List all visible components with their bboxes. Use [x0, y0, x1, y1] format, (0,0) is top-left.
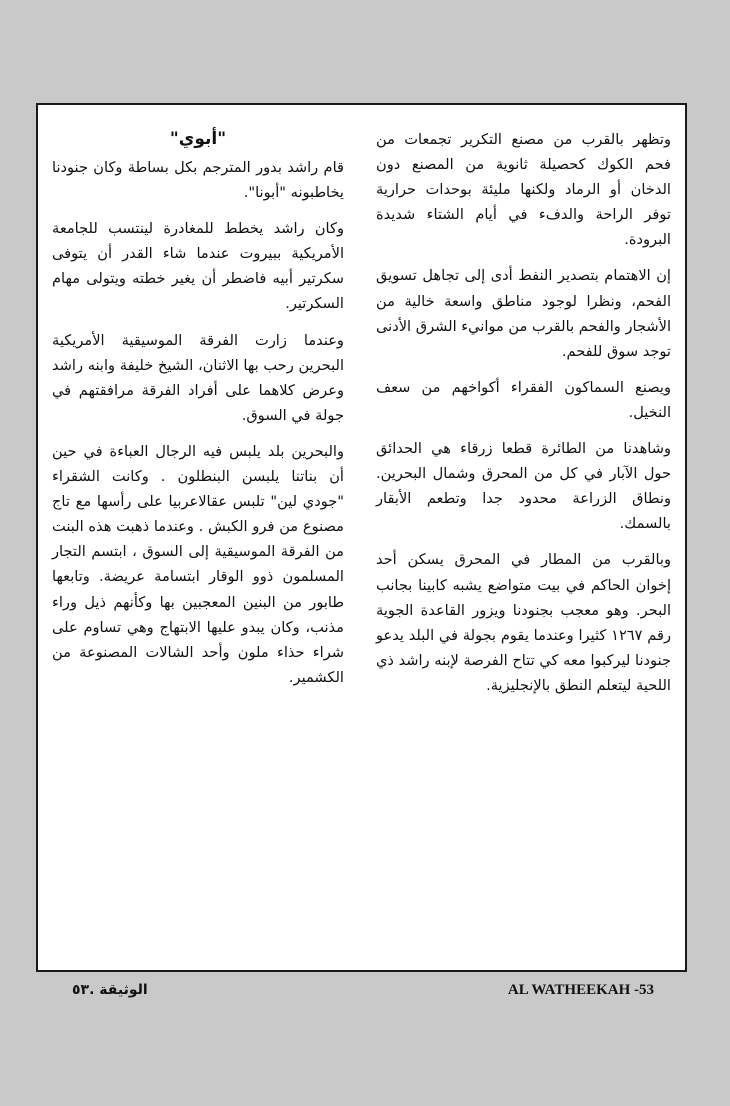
- article-title: "أبوي": [169, 129, 227, 149]
- paragraph: وبالقرب من المطار في المحرق يسكن أحد إخوان الحاكم في بيت متواضع يشبه كابينا بجانب البحر. وهو معجب بجنودنا ويزور القاعدة الجوية رقم ١٢٦٧ كثيرا وعندما يقوم بجولة في البلد يدعو جنودنا ليركبوا معه كي تتاح الفرصة لإبنه راشد ذي اللحية ليتعلم النطق بالإنجليزية.: [376, 551, 671, 694]
- right-column: [376, 127, 671, 709]
- page-footer-english: AL WATHEEKAH -53: [507, 982, 654, 998]
- paragraph: وشاهدنا من الطائرة قطعا زرقاء هي الحدائق حول الآبار في كل من المحرق وشمال البحرين. ونطاق الزراعة محدود جدا وتطعم الأبقار بالسمك.: [376, 440, 671, 533]
- paragraph: والبحرين بلد يلبس فيه الرجال العباءة في حين أن بناتنا يلبسن البنطلون . وكانت الشقراء "جودي لين" تلبس عقالاعربيا على رأسها مع تاج مصنوع من فرو الكبش . وعندما ذهبت هذه البنت من الفرقة الموسيقية إلى السوق ، ابتسم التجار المسلمون ذوو الوقار ابتسامة عريضة. وتابعها طابور من البنين المعجبين بها وكأنهم ذيل وراء مذنب، وكان يبدو عليها الابتهاج وهي تساوم على شراء حذاء ملون وأحد الشالات المصنوعة من الكشمير.: [52, 442, 344, 686]
- left-column: [52, 127, 344, 701]
- paragraph: إن الاهتمام بتصدير النفط أدى إلى تجاهل تسويق الفحم، ونظرا لوجود مناطق واسعة خالية من الأشجار والفحم بالقرب من موانيء الشرق الأدنى توجد سوق للفحم.: [376, 267, 671, 360]
- paragraph: وعندما زارت الفرقة الموسيقية الأمريكية البحرين رحب بها الاثنان، الشيخ خليفة وابنه راشد وعرض كلاهما على أفراد الفرقة مرافقتهم في جولة في السوق.: [52, 331, 344, 424]
- page-footer-arabic: الوثيقة .٥٣: [72, 982, 148, 998]
- paragraph: ويصنع السماكون الفقراء أكواخهم من سعف النخيل.: [376, 378, 671, 421]
- paragraph: قام راشد بدور المترجم بكل بساطة وكان جنودنا يخاطبونه "أبونا".: [52, 159, 344, 202]
- page-frame: [36, 103, 687, 972]
- paragraph: وكان راشد يخطط للمغادرة لينتسب للجامعة الأمريكية ببيروت عندما شاء القدر أن يتوفى سكرتير أبيه فاضطر أن يغير خطته ويتولى مهام السكرتير.: [52, 220, 344, 313]
- paragraph: وتظهر بالقرب من مصنع التكرير تجمعات من فحم الكوك كحصيلة ثانوية من المصنع دون الدخان أو الرماد ولكنها مليئة بوحدات حرارية توفر الراحة والدفء في أيام الشتاء شديدة البرودة.: [376, 131, 671, 249]
